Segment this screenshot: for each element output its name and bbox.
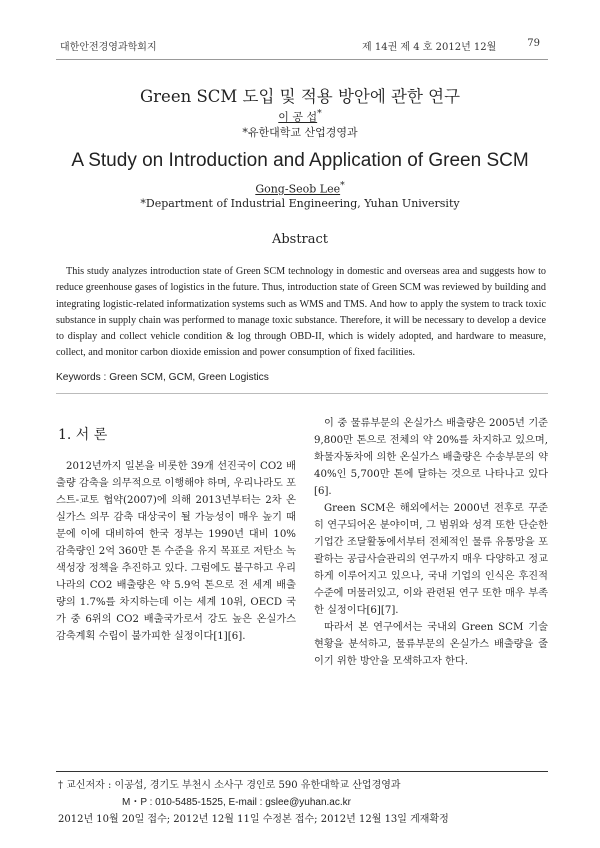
english-affiliation: *Department of Industrial Engineering, Yuhan University bbox=[140, 197, 460, 210]
keywords: Keywords : Green SCM, GCM, Green Logistics bbox=[56, 372, 269, 383]
english-author bbox=[0, 180, 600, 196]
abstract-heading: Abstract bbox=[271, 232, 329, 247]
contact-info: M・P : 010-5485-1525, E-mail : gslee@yuhan.ac.kr bbox=[122, 797, 351, 808]
korean-author bbox=[0, 108, 600, 125]
english-author-mark: * bbox=[340, 180, 345, 191]
submission-dates: 2012년 10월 20일 접수; 2012년 12월 11일 수정본 접수; 2012년 12월 13일 게재확정 bbox=[58, 814, 449, 825]
korean-author-name: 이 공 섭 bbox=[278, 110, 318, 124]
abstract-divider bbox=[56, 393, 548, 394]
korean-author-mark: * bbox=[317, 108, 322, 119]
right-column bbox=[314, 415, 548, 670]
paragraph: 이 중 물류부문의 온실가스 배출량은 2005년 기준 9,800만 톤으로 전체의 약 20%를 차지하고 있으며, 화물자동차에 의한 온실가스 배출량은 수송부문의 약 40%인 5,700만 톤에 달하는 것으로 나타나고 있다[6]. bbox=[314, 418, 548, 497]
english-author-name: Gong-Seob Lee bbox=[255, 182, 341, 196]
corresponding-author-note: † 교신저자 : 이공섭, 경기도 부천시 소사구 경인로 590 유한대학교 산업경영과 bbox=[58, 780, 401, 791]
abstract-body: This study analyzes introduction state of Green SCM technology in domestic and overseas area and suggests how to reduce greenhouse gases of logistics in the future. Thus, introduction state of Green SCM was reviewed by building and integrating logistic-related informatization systems such as WMS and TMS. And how to apply the system to track toxic substance in supply chain was performed to manage toxic substance. Therefore, it will be necessary to develop a device to display and collect vehicle condition & log through OBD-II, which is widely adopted, and hardware to measure, collect, and monitor carbon dioxide emission and power consumption of fixed facilities. bbox=[56, 266, 546, 359]
english-title: A Study on Introduction and Application of Green SCM bbox=[71, 150, 529, 171]
korean-title: Green SCM 도입 및 적용 방안에 관한 연구 bbox=[139, 87, 461, 106]
running-header bbox=[60, 38, 540, 52]
paragraph: Green SCM은 해외에서는 2000년 전후로 꾸준히 연구되어온 분야이며, 그 범위와 성격 또한 단순한 기업간 조달활동에서부터 전체적인 물류 유통망을 포괄하는 공급사슬관리의 연구까지 매우 다양하고 정교하게 이루어지고 있으나, 국내 기업의 인식은 후진적 수준에 머물러있고, 이와 관련된 연구 또한 매우 부족한 실정이다[6][7]. bbox=[314, 503, 548, 616]
journal-name: 대한안전경영과학회지 bbox=[60, 42, 157, 53]
page-number: 79 bbox=[527, 38, 540, 49]
issue-info: 제 14권 제 4 호 2012년 12월 bbox=[362, 42, 497, 53]
header-divider bbox=[56, 59, 548, 60]
korean-affiliation: *유한대학교 산업경영과 bbox=[242, 126, 358, 139]
paragraph: 따라서 본 연구에서는 국내외 Green SCM 기술 현황을 분석하고, 물류부문의 온실가스 배출량을 줄이기 위한 방안을 모색하고자 한다. bbox=[314, 622, 548, 667]
left-column bbox=[56, 458, 296, 645]
section-heading: 1. 서 론 bbox=[58, 427, 108, 443]
paragraph: 2012년까지 일본을 비롯한 39개 선진국이 CO2 배출량 감축을 의무적으로 이행해야 하며, 우리나라도 포스트-교토 협약(2007)에 의해 2013년부터는 2차 온실가스 의무 감축 대상국이 될 가능성이 매우 높기 때문에 이에 대비하여 한국 정부는 1990년 대비 10% 감축량인 2억 360만 톤 수준을 유지 목표로 저탄소 녹색성장 정책을 추진하고 있다. 그럼에도 불구하고 우리나라의 CO2 배출량은 약 5.9억 톤으로 전 세계 배출량의 1.7%를 차지하는데 이는 세계 10위, OECD 국가 중 6위의 CO2 배출국가로서 강도 높은 온실가스 감축계획 수립이 불가피한 실정이다[1][6]. bbox=[56, 461, 296, 642]
footnote-divider bbox=[56, 771, 548, 772]
